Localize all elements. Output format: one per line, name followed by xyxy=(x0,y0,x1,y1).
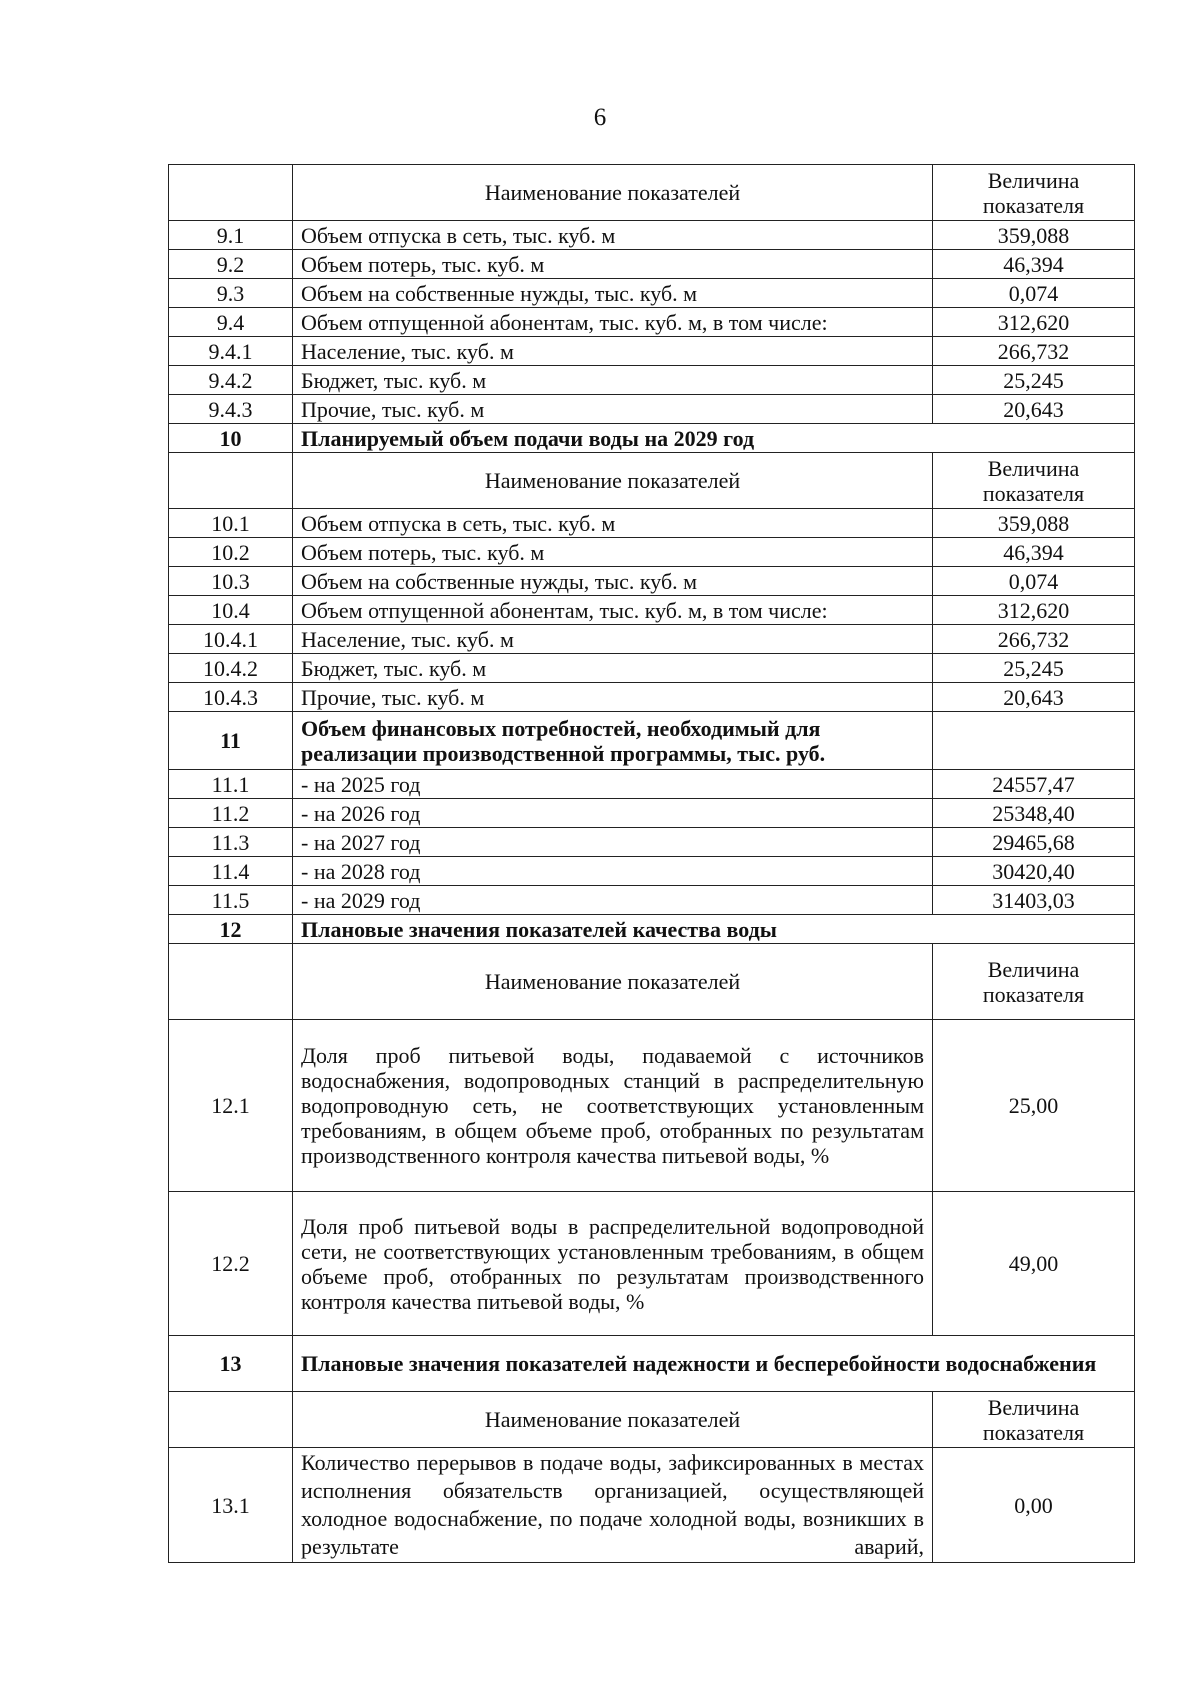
section-number: 13 xyxy=(169,1336,293,1392)
row-name: - на 2028 год xyxy=(293,857,933,886)
section-title: Объем финансовых потребностей, необходимый для реализации производственной программы, тыс. руб. xyxy=(293,712,933,770)
table-row xyxy=(169,509,1135,538)
row-name: Объем отпущенной абонентам, тыс. куб. м, в том числе: xyxy=(293,308,933,337)
row-value: 49,00 xyxy=(933,1192,1135,1336)
table-row xyxy=(169,337,1135,366)
row-value: 29465,68 xyxy=(933,828,1135,857)
table-row xyxy=(169,279,1135,308)
row-number: 13.1 xyxy=(169,1448,293,1563)
row-name: Население, тыс. куб. м xyxy=(293,625,933,654)
row-number: 10.1 xyxy=(169,509,293,538)
row-value: 24557,47 xyxy=(933,770,1135,799)
header-label-cell: Наименование показателей xyxy=(293,165,933,221)
row-number: 10.4.1 xyxy=(169,625,293,654)
row-value: 266,732 xyxy=(933,337,1135,366)
row-name: Прочие, тыс. куб. м xyxy=(293,683,933,712)
row-value: 25,245 xyxy=(933,366,1135,395)
row-name: Объем на собственные нужды, тыс. куб. м xyxy=(293,279,933,308)
header-number-cell xyxy=(169,453,293,509)
row-number: 9.4.1 xyxy=(169,337,293,366)
table-header-row xyxy=(169,1392,1135,1448)
row-number: 11.1 xyxy=(169,770,293,799)
table-row xyxy=(169,250,1135,279)
row-value: 266,732 xyxy=(933,625,1135,654)
section-number: 12 xyxy=(169,915,293,944)
row-value: 30420,40 xyxy=(933,857,1135,886)
header-label-cell: Наименование показателей xyxy=(293,453,933,509)
row-name: Прочие, тыс. куб. м xyxy=(293,395,933,424)
row-value: 0,074 xyxy=(933,279,1135,308)
row-number: 11.2 xyxy=(169,799,293,828)
table-row xyxy=(169,1448,1135,1563)
header-value-cell: Величина показателя xyxy=(933,1392,1135,1448)
row-value: 312,620 xyxy=(933,596,1135,625)
section-row xyxy=(169,424,1135,453)
row-name: - на 2025 год xyxy=(293,770,933,799)
header-number-cell xyxy=(169,944,293,1020)
indicators-table xyxy=(168,164,1135,1563)
section-row xyxy=(169,712,1135,770)
table-row xyxy=(169,567,1135,596)
table-row xyxy=(169,308,1135,337)
row-value: 25,00 xyxy=(933,1020,1135,1192)
row-value: 20,643 xyxy=(933,683,1135,712)
row-value: 359,088 xyxy=(933,221,1135,250)
section-row xyxy=(169,915,1135,944)
row-number: 12.1 xyxy=(169,1020,293,1192)
row-value: 359,088 xyxy=(933,509,1135,538)
section-number: 11 xyxy=(169,712,293,770)
table-row xyxy=(169,683,1135,712)
table-header-row xyxy=(169,944,1135,1020)
table-row xyxy=(169,857,1135,886)
row-value: 20,643 xyxy=(933,395,1135,424)
table-row xyxy=(169,886,1135,915)
row-name: Бюджет, тыс. куб. м xyxy=(293,654,933,683)
row-number: 10.2 xyxy=(169,538,293,567)
table-row xyxy=(169,654,1135,683)
row-number: 10.3 xyxy=(169,567,293,596)
table-row xyxy=(169,625,1135,654)
section-value-cell xyxy=(933,712,1135,770)
row-name: Количество перерывов в подаче воды, зафиксированных в местах исполнения обязательств организацией, осуществляющей холодное водоснабжение, по подаче холодной воды, возникших в результате аварий, xyxy=(293,1448,933,1563)
row-number: 10.4.3 xyxy=(169,683,293,712)
row-value: 0,074 xyxy=(933,567,1135,596)
table-row xyxy=(169,828,1135,857)
section-row xyxy=(169,1336,1135,1392)
row-number: 9.3 xyxy=(169,279,293,308)
table-row xyxy=(169,221,1135,250)
table-row xyxy=(169,596,1135,625)
row-name: - на 2027 год xyxy=(293,828,933,857)
table-row xyxy=(169,799,1135,828)
row-number: 9.2 xyxy=(169,250,293,279)
header-label-cell: Наименование показателей xyxy=(293,944,933,1020)
table-row xyxy=(169,1192,1135,1336)
row-value: 31403,03 xyxy=(933,886,1135,915)
row-name: Объем на собственные нужды, тыс. куб. м xyxy=(293,567,933,596)
row-number: 9.4 xyxy=(169,308,293,337)
table-header-row xyxy=(169,165,1135,221)
row-number: 10.4.2 xyxy=(169,654,293,683)
row-value: 0,00 xyxy=(933,1448,1135,1563)
row-number: 11.4 xyxy=(169,857,293,886)
section-number: 10 xyxy=(169,424,293,453)
table-row xyxy=(169,395,1135,424)
row-number: 9.1 xyxy=(169,221,293,250)
table-header-row xyxy=(169,453,1135,509)
row-number: 9.4.2 xyxy=(169,366,293,395)
row-name: Бюджет, тыс. куб. м xyxy=(293,366,933,395)
table-row xyxy=(169,770,1135,799)
header-value-cell: Величина показателя xyxy=(933,944,1135,1020)
row-name: Доля проб питьевой воды в распределительной водопроводной сети, не соответствующих установленным требованиям, в общем объеме проб, отобранных по результатам производственного контроля качества питьевой воды, % xyxy=(293,1192,933,1336)
header-value-cell: Величина показателя xyxy=(933,165,1135,221)
row-name: Объем потерь, тыс. куб. м xyxy=(293,250,933,279)
header-number-cell xyxy=(169,1392,293,1448)
row-value: 46,394 xyxy=(933,538,1135,567)
section-title: Планируемый объем подачи воды на 2029 год xyxy=(293,424,1135,453)
row-value: 25,245 xyxy=(933,654,1135,683)
row-number: 12.2 xyxy=(169,1192,293,1336)
page-number: 6 xyxy=(593,104,607,131)
header-number-cell xyxy=(169,165,293,221)
row-value: 25348,40 xyxy=(933,799,1135,828)
row-name: - на 2029 год xyxy=(293,886,933,915)
row-name: Объем отпуска в сеть, тыс. куб. м xyxy=(293,221,933,250)
table-row xyxy=(169,366,1135,395)
table-row xyxy=(169,538,1135,567)
section-title: Плановые значения показателей надежности и бесперебойности водоснабжения xyxy=(293,1336,1135,1392)
row-value: 46,394 xyxy=(933,250,1135,279)
row-number: 9.4.3 xyxy=(169,395,293,424)
header-label-cell: Наименование показателей xyxy=(293,1392,933,1448)
row-number: 11.5 xyxy=(169,886,293,915)
row-name: Объем отпущенной абонентам, тыс. куб. м, в том числе: xyxy=(293,596,933,625)
header-value-cell: Величина показателя xyxy=(933,453,1135,509)
row-name: Население, тыс. куб. м xyxy=(293,337,933,366)
row-name: Объем отпуска в сеть, тыс. куб. м xyxy=(293,509,933,538)
row-name: Объем потерь, тыс. куб. м xyxy=(293,538,933,567)
section-title: Плановые значения показателей качества воды xyxy=(293,915,1135,944)
row-value: 312,620 xyxy=(933,308,1135,337)
row-number: 11.3 xyxy=(169,828,293,857)
table-row xyxy=(169,1020,1135,1192)
row-name: Доля проб питьевой воды, подаваемой с источников водоснабжения, водопроводных станций в распределительную водопроводную сеть, не соответствующих установленным требованиям, в общем объеме проб, отобранных по результатам производственного контроля качества питьевой воды, % xyxy=(293,1020,933,1192)
row-number: 10.4 xyxy=(169,596,293,625)
row-name: - на 2026 год xyxy=(293,799,933,828)
